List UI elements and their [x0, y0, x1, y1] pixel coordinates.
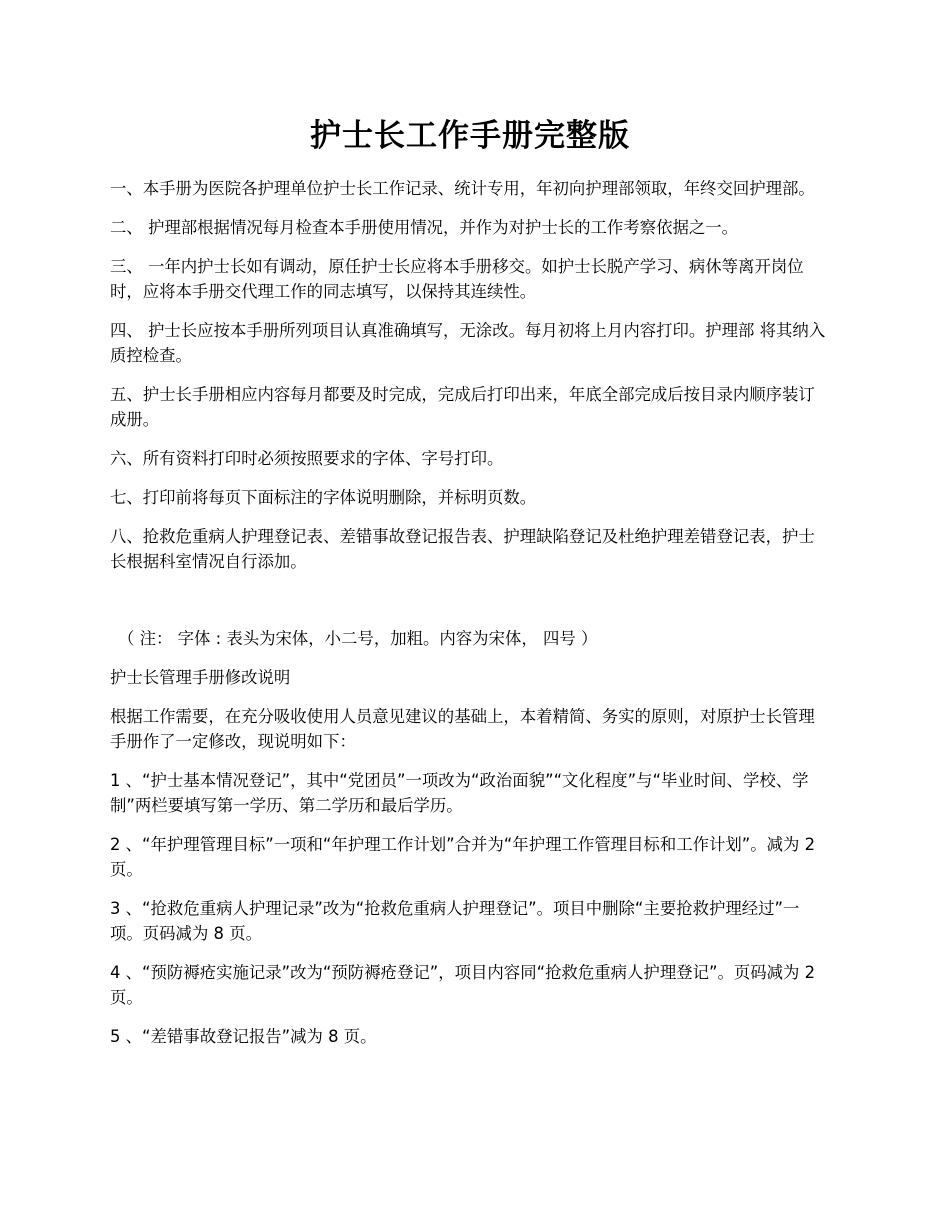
document-page	[110, 118, 830, 1063]
document-title: 护士长工作手册完整版	[310, 118, 630, 154]
change-item-3: 3 、“抢救危重病人护理记录”改为“抢救危重病人护理登记”。项目中删除“主要抢救护理经过”一项。页码减为 8 页。	[110, 899, 800, 943]
rule-6: 六、所有资料打印时必须按照要求的字体、字号打印。	[110, 449, 504, 468]
rule-7: 七、打印前将每页下面标注的字体说明删除，并标明页数。	[110, 488, 537, 507]
rule-4: 四、 护士长应按本手册所列项目认真准确填写，无涂改。每月初将上月内容打印。护理部 将其纳入 质控检查。	[110, 321, 826, 365]
change-item-4: 4 、“预防褥疮实施记录”改为“预防褥疮登记”，项目内容同“抢救危重病人护理登记”。页码减为 2 页。	[110, 963, 816, 1007]
intro-paragraph: 根据工作需要，在充分吸收使用人员意见建议的基础上，本着精简、务实的原则，对原护士长管理手册作了一定修改，现说明如下：	[110, 707, 815, 751]
rule-8: 八、抢救危重病人护理登记表、差错事故登记报告表、护理缺陷登记及杜绝护理差错登记表，护士长根据科室情况自行添加。	[110, 527, 815, 571]
rule-3: 三、 一年内护士长如有调动，原任护士长应将本手册移交。如护士长脱产学习、病休等离开岗位时，应将本手册交代理工作的同志填写，以保持其连续性。	[110, 257, 804, 301]
font-note: （ 注： 字体 : 表头为宋体，小二号，加粗。内容为宋体， 四号 ）	[118, 629, 598, 648]
change-item-5: 5 、“差错事故登记报告”减为 8 页。	[110, 1027, 377, 1046]
rule-1: 一、本手册为医院各护理单位护士长工作记录、统计专用，年初向护理部领取，年终交回护理部。	[110, 179, 815, 198]
change-item-1: 1 、“护士基本情况登记”，其中“党团员”一项改为“政治面貌”“文化程度”与“毕业时间、学校、学制”两栏要填写第一学历、第二学历和最后学历。	[110, 771, 809, 815]
spacer	[110, 588, 830, 626]
rule-5: 五、护士长手册相应内容每月都要及时完成，完成后打印出来，年底全部完成后按目录内顺序装订成册。	[110, 385, 815, 429]
rule-2: 二、 护理部根据情况每月检查本手册使用情况，并作为对护士长的工作考察依据之一。	[110, 218, 739, 237]
change-item-2: 2 、“年护理管理目标”一项和“年护理工作计划”合并为“年护理工作管理目标和工作计划”。减为 2 页。	[110, 835, 816, 879]
section-title: 护士长管理手册修改说明	[110, 668, 291, 687]
